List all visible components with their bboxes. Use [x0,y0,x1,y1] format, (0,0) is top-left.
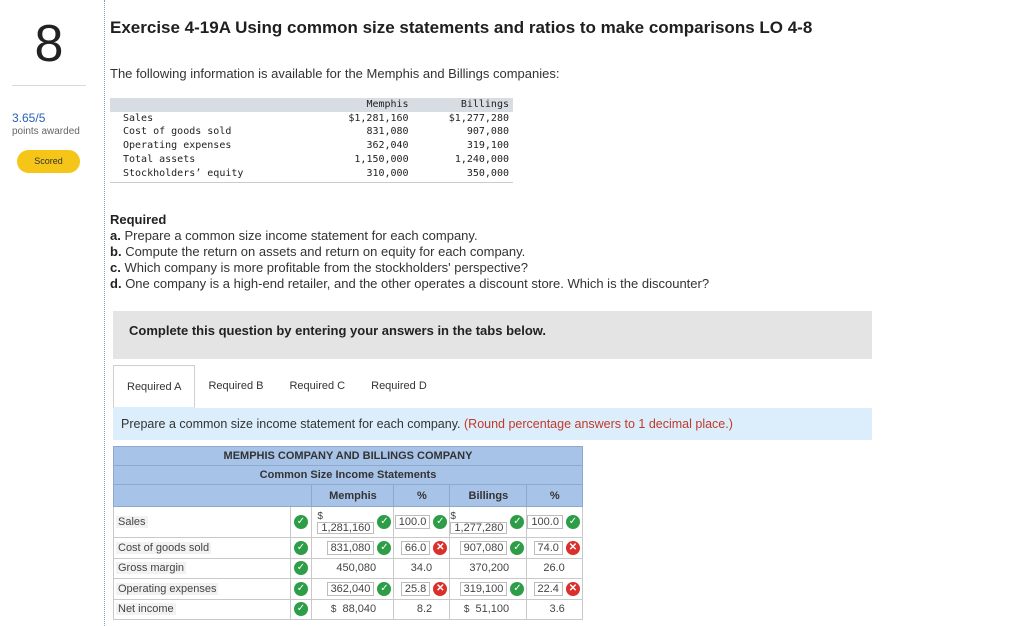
question-number: 8 [12,2,86,86]
required-heading: Required [110,212,167,227]
tab-required-d[interactable]: Required D [371,380,427,392]
statement-header-blank [114,485,312,507]
required-text: One company is a high-end retailer, and the other operates a discount store. Which is the discounter? [125,276,710,291]
info-billings: 907,080 [466,126,509,138]
rounding-note: (Round percentage answers to 1 decimal place.) [464,417,733,431]
correct-check-icon: ✓ [510,541,524,555]
incorrect-x-icon: ✕ [433,582,447,596]
correct-check-icon: ✓ [294,561,308,575]
currency-symbol: $ [330,604,337,616]
info-label: Total assets [123,153,196,165]
correct-check-icon: ✓ [510,582,524,596]
statement-subtitle: Common Size Income Statements [114,466,583,485]
info-header-billings: Billings [413,98,513,112]
billings-amount-input[interactable]: 1,277,280 [450,522,507,534]
memphis-percent-input[interactable]: 25.8 [401,582,430,596]
info-billings: 1,240,000 [454,153,509,165]
question-sidebar [0,0,104,626]
memphis-amount-value: 88,040 [342,603,377,616]
correct-check-icon: ✓ [294,602,308,616]
row-label: Operating expenses [118,582,217,595]
score-label: points awarded [12,126,80,137]
col-memphis-pct: % [394,485,450,507]
row-label: Sales [118,516,146,528]
required-item [110,228,709,244]
table-row [114,558,583,579]
correct-check-icon: ✓ [377,515,391,529]
required-text: Compute the return on assets and return on equity for each company. [125,244,526,259]
required-letter: c. [110,260,121,275]
answer-tabs [113,365,440,408]
scored-badge: Scored [17,150,80,173]
info-memphis: 362,040 [366,140,409,152]
tab-required-b[interactable]: Required B [208,380,264,392]
memphis-amount-input[interactable]: 831,080 [327,541,375,555]
table-row [114,507,583,538]
score-value: 3.65/5 [12,111,46,125]
info-label: Stockholders’ equity [110,167,312,183]
col-billings-pct: % [527,485,583,507]
table-row [110,139,513,153]
table-row [110,153,513,167]
info-billings: 319,100 [466,140,509,152]
correct-check-icon: ✓ [294,541,308,555]
instruction-box: Complete this question by entering your answers in the tabs below. [113,311,872,359]
table-row [110,125,513,139]
intro-text: The following information is available for the Memphis and Billings companies: [110,66,560,81]
info-header-blank [110,98,312,112]
billings-percent-input[interactable]: 74.0 [534,541,563,555]
correct-check-icon: ✓ [377,582,391,596]
incorrect-x-icon: ✕ [433,541,447,555]
table-row [114,599,583,620]
billings-percent-input[interactable]: 100.0 [527,515,563,529]
correct-check-icon: ✓ [566,515,580,529]
required-item [110,276,709,292]
sidebar-divider [104,0,105,626]
table-row [114,579,583,600]
correct-check-icon: ✓ [433,515,447,529]
row-label: Cost of goods sold [118,541,210,554]
exercise-title: Exercise 4-19A Using common size statements and ratios to make comparisons LO 4-8 [110,18,813,37]
prompt-text: Prepare a common size income statement for each company. [121,417,461,431]
tab-required-c[interactable]: Required C [289,380,346,392]
common-size-statement [113,446,583,626]
incorrect-x-icon: ✕ [566,582,580,596]
correct-check-icon: ✓ [294,515,308,529]
info-memphis: 831,080 [366,126,409,138]
col-billings: Billings [450,485,527,507]
table-row [110,112,513,126]
required-letter: d. [110,276,122,291]
info-memphis: 1,150,000 [354,153,409,165]
info-memphis: 310,000 [312,167,412,183]
memphis-percent-input[interactable]: 66.0 [401,541,430,555]
tab-prompt [113,408,872,440]
memphis-percent-value: 8.2 [416,603,433,616]
memphis-amount-input[interactable]: 362,040 [327,582,375,596]
info-billings: 350,000 [413,167,513,183]
incorrect-x-icon: ✕ [566,541,580,555]
memphis-percent-value: 34.0 [410,562,433,575]
billings-amount-value: 51,100 [475,603,510,616]
info-label: Sales [123,112,154,124]
col-memphis: Memphis [312,485,394,507]
required-text: Prepare a common size income statement for each company. [124,228,478,243]
memphis-amount-input[interactable]: 1,281,160 [317,522,374,534]
required-letter: b. [110,244,122,259]
memphis-amount-value: 450,080 [336,562,377,575]
info-label: Cost of goods sold [123,126,232,138]
billings-percent-value: 26.0 [543,562,565,575]
billings-amount-input[interactable]: 319,100 [460,582,508,596]
table-row [110,167,513,183]
billings-percent-input[interactable]: 22.4 [534,582,563,596]
given-data-table [110,98,513,183]
info-billings: $1,277,280 [448,112,509,124]
required-item [110,260,709,276]
required-letter: a. [110,228,121,243]
currency-symbol: $ [317,510,323,522]
billings-amount-input[interactable]: 907,080 [460,541,508,555]
currency-symbol: $ [450,510,456,522]
billings-amount-value: 370,200 [469,562,510,575]
required-section [110,212,709,292]
correct-check-icon: ✓ [377,541,391,555]
memphis-percent-input[interactable]: 100.0 [395,515,431,529]
row-label: Net income [118,603,174,616]
row-label: Gross margin [118,562,185,575]
required-text: Which company is more profitable from the stockholders' perspective? [124,260,528,275]
correct-check-icon: ✓ [294,582,308,596]
info-header-memphis: Memphis [312,98,412,112]
currency-symbol: $ [463,604,470,616]
table-row [114,538,583,559]
required-item [110,244,709,260]
billings-percent-value: 3.6 [549,603,565,616]
info-label: Operating expenses [123,140,232,152]
statement-company: MEMPHIS COMPANY AND BILLINGS COMPANY [114,447,583,466]
correct-check-icon: ✓ [510,515,524,529]
tab-required-a[interactable]: Required A [113,365,195,408]
info-memphis: $1,281,160 [348,112,409,124]
